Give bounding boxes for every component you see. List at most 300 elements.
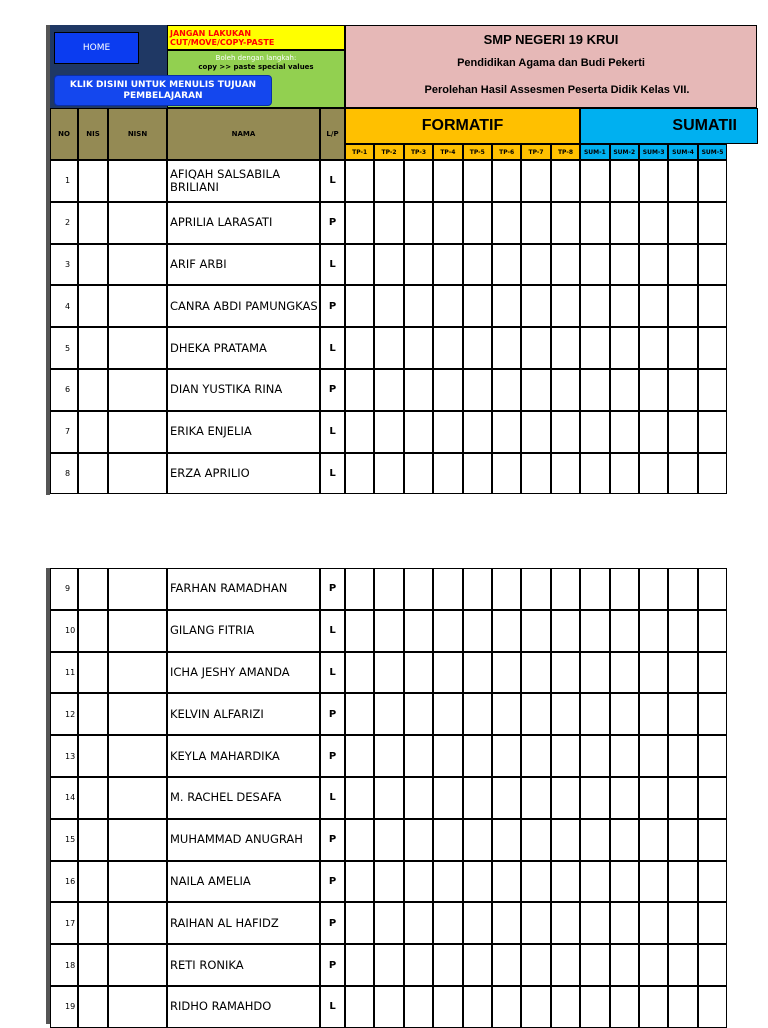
grade-cell[interactable] (404, 610, 433, 652)
grade-cell[interactable] (639, 327, 668, 369)
grade-cell[interactable] (492, 861, 521, 903)
grade-cell[interactable] (639, 285, 668, 327)
grade-cell[interactable] (551, 902, 580, 944)
grade-cell[interactable] (433, 285, 462, 327)
grade-cell[interactable] (668, 285, 697, 327)
grade-cell[interactable] (639, 986, 668, 1028)
grade-cell[interactable] (551, 861, 580, 903)
grade-cell[interactable] (433, 986, 462, 1028)
grade-cell[interactable] (698, 411, 727, 453)
grade-cell[interactable] (639, 902, 668, 944)
grade-cell[interactable] (345, 610, 374, 652)
grade-cell[interactable] (404, 902, 433, 944)
grade-cell[interactable] (551, 693, 580, 735)
grade-cell[interactable] (551, 777, 580, 819)
row-no-cell: 13 (50, 735, 78, 777)
grade-cell[interactable] (404, 777, 433, 819)
grade-cell[interactable] (610, 244, 639, 286)
grade-cell[interactable] (698, 202, 727, 244)
grade-cell[interactable] (610, 819, 639, 861)
grade-cell[interactable] (668, 202, 697, 244)
grade-cell[interactable] (610, 327, 639, 369)
grade-cell[interactable] (374, 902, 403, 944)
grade-cell[interactable] (551, 819, 580, 861)
grade-cell[interactable] (521, 777, 550, 819)
grade-cell[interactable] (580, 610, 609, 652)
grade-cell[interactable] (521, 819, 550, 861)
grade-cell[interactable] (610, 777, 639, 819)
grade-cell[interactable] (374, 369, 403, 411)
grade-cell[interactable] (610, 986, 639, 1028)
grade-cell[interactable] (668, 453, 697, 495)
grade-cell[interactable] (404, 861, 433, 903)
grade-cell[interactable] (404, 369, 433, 411)
grade-cell[interactable] (639, 453, 668, 495)
grade-cell[interactable] (551, 327, 580, 369)
nisn-cell[interactable] (108, 902, 167, 944)
grade-cell[interactable] (580, 819, 609, 861)
grade-col-header: TP-5 (463, 144, 492, 160)
grade-cell[interactable] (345, 986, 374, 1028)
grade-cell[interactable] (698, 693, 727, 735)
grade-cell[interactable] (668, 902, 697, 944)
nisn-cell[interactable] (108, 453, 167, 495)
grade-cell[interactable] (521, 369, 550, 411)
grade-cell[interactable] (580, 453, 609, 495)
grade-cell[interactable] (668, 861, 697, 903)
grade-cell[interactable] (345, 160, 374, 202)
grade-cell[interactable] (521, 735, 550, 777)
grade-cell[interactable] (345, 735, 374, 777)
grade-cell[interactable] (698, 652, 727, 694)
grade-cell[interactable] (345, 693, 374, 735)
grade-cell[interactable] (551, 610, 580, 652)
nis-cell[interactable] (78, 944, 108, 986)
grade-cell[interactable] (345, 411, 374, 453)
student-name-cell: DHEKA PRATAMA (167, 327, 320, 369)
grade-cell[interactable] (639, 693, 668, 735)
grade-cell[interactable] (463, 693, 492, 735)
grade-cell[interactable] (698, 902, 727, 944)
grade-cell[interactable] (639, 369, 668, 411)
grade-cell[interactable] (433, 160, 462, 202)
grade-cell[interactable] (610, 902, 639, 944)
grade-cell[interactable] (698, 777, 727, 819)
grade-cell[interactable] (345, 861, 374, 903)
grade-cell[interactable] (345, 777, 374, 819)
grade-cell[interactable] (492, 411, 521, 453)
grade-cell[interactable] (492, 327, 521, 369)
grade-cell[interactable] (492, 160, 521, 202)
grade-cell[interactable] (404, 327, 433, 369)
grade-cell[interactable] (521, 285, 550, 327)
grade-cell[interactable] (521, 160, 550, 202)
grade-cell[interactable] (463, 652, 492, 694)
grade-cell[interactable] (698, 244, 727, 286)
grade-cell[interactable] (639, 819, 668, 861)
grade-cell[interactable] (580, 652, 609, 694)
nisn-cell[interactable] (108, 819, 167, 861)
grade-cell[interactable] (374, 244, 403, 286)
grade-cell[interactable] (374, 327, 403, 369)
grade-cell[interactable] (610, 369, 639, 411)
grade-cell[interactable] (345, 327, 374, 369)
grade-cell[interactable] (580, 777, 609, 819)
grade-cell[interactable] (433, 861, 462, 903)
grade-cell[interactable] (404, 819, 433, 861)
grade-cell[interactable] (521, 861, 550, 903)
grade-cell[interactable] (610, 861, 639, 903)
gender-cell: P (320, 693, 345, 735)
grade-cell[interactable] (551, 411, 580, 453)
grade-cell[interactable] (433, 693, 462, 735)
grade-cell[interactable] (639, 652, 668, 694)
nis-cell[interactable] (78, 777, 108, 819)
grade-cell[interactable] (521, 327, 550, 369)
nis-cell[interactable] (78, 202, 108, 244)
nis-cell[interactable] (78, 902, 108, 944)
grade-cell[interactable] (374, 819, 403, 861)
grade-cell[interactable] (345, 244, 374, 286)
grade-cell[interactable] (610, 610, 639, 652)
grade-cell[interactable] (374, 160, 403, 202)
grade-cell[interactable] (521, 610, 550, 652)
grade-cell[interactable] (668, 652, 697, 694)
student-name-cell: RIDHO RAMAHDO (167, 986, 320, 1028)
nisn-cell[interactable] (108, 327, 167, 369)
grade-cell[interactable] (433, 202, 462, 244)
nisn-cell[interactable] (108, 285, 167, 327)
grade-cell[interactable] (374, 568, 403, 610)
grade-cell[interactable] (521, 986, 550, 1028)
nisn-cell[interactable] (108, 777, 167, 819)
grade-cell[interactable] (404, 160, 433, 202)
grade-cell[interactable] (610, 285, 639, 327)
grade-cell[interactable] (610, 160, 639, 202)
grade-cell[interactable] (639, 777, 668, 819)
nis-cell[interactable] (78, 735, 108, 777)
grade-cell[interactable] (404, 568, 433, 610)
nis-cell[interactable] (78, 610, 108, 652)
grade-cell[interactable] (433, 244, 462, 286)
grade-cell[interactable] (492, 986, 521, 1028)
grade-cell[interactable] (433, 411, 462, 453)
nis-cell[interactable] (78, 285, 108, 327)
nis-cell[interactable] (78, 819, 108, 861)
nis-cell[interactable] (78, 453, 108, 495)
grade-cell[interactable] (610, 944, 639, 986)
nisn-cell[interactable] (108, 202, 167, 244)
grade-cell[interactable] (433, 327, 462, 369)
grade-cell[interactable] (345, 652, 374, 694)
grade-cell[interactable] (698, 986, 727, 1028)
grade-cell[interactable] (521, 568, 550, 610)
grade-cell[interactable] (492, 944, 521, 986)
nis-cell[interactable] (78, 652, 108, 694)
nisn-cell[interactable] (108, 610, 167, 652)
grade-cell[interactable] (374, 861, 403, 903)
grade-cell[interactable] (580, 902, 609, 944)
grade-cell[interactable] (639, 861, 668, 903)
grade-cell[interactable] (610, 735, 639, 777)
grade-cell[interactable] (374, 986, 403, 1028)
grade-cell[interactable] (463, 861, 492, 903)
grade-cell[interactable] (698, 327, 727, 369)
grade-cell[interactable] (433, 652, 462, 694)
grade-cell[interactable] (698, 861, 727, 903)
grade-cell[interactable] (668, 160, 697, 202)
nis-cell[interactable] (78, 244, 108, 286)
grade-cell[interactable] (668, 944, 697, 986)
grade-cell[interactable] (698, 285, 727, 327)
grade-cell[interactable] (698, 944, 727, 986)
grade-cell[interactable] (345, 902, 374, 944)
grade-cell[interactable] (463, 568, 492, 610)
grade-cell[interactable] (345, 944, 374, 986)
grade-cell[interactable] (463, 986, 492, 1028)
grade-cell[interactable] (433, 568, 462, 610)
grade-cell[interactable] (463, 610, 492, 652)
grade-cell[interactable] (492, 693, 521, 735)
grade-cell[interactable] (551, 244, 580, 286)
grade-cell[interactable] (374, 202, 403, 244)
nis-cell[interactable] (78, 411, 108, 453)
grade-cell[interactable] (610, 411, 639, 453)
grade-cell[interactable] (463, 369, 492, 411)
grade-cell[interactable] (345, 202, 374, 244)
hint-line-1: Boleh dengan langkah: (215, 54, 297, 62)
grade-cell[interactable] (345, 369, 374, 411)
grade-cell[interactable] (610, 568, 639, 610)
grade-cell[interactable] (521, 693, 550, 735)
grade-col-header: SUM-2 (610, 144, 639, 160)
grade-cell[interactable] (639, 244, 668, 286)
grade-cell[interactable] (433, 944, 462, 986)
nisn-cell[interactable] (108, 244, 167, 286)
nis-cell[interactable] (78, 160, 108, 202)
grade-cell[interactable] (492, 652, 521, 694)
grade-cell[interactable] (639, 610, 668, 652)
nis-cell[interactable] (78, 861, 108, 903)
grade-cell[interactable] (374, 693, 403, 735)
grade-cell[interactable] (639, 944, 668, 986)
grade-cell[interactable] (404, 735, 433, 777)
grade-cell[interactable] (463, 735, 492, 777)
grade-cell[interactable] (433, 819, 462, 861)
grade-cell[interactable] (463, 202, 492, 244)
grade-cell[interactable] (580, 369, 609, 411)
grade-cell[interactable] (580, 160, 609, 202)
grade-cell[interactable] (698, 369, 727, 411)
grade-cell[interactable] (668, 411, 697, 453)
grade-cell[interactable] (580, 411, 609, 453)
grade-cell[interactable] (521, 902, 550, 944)
grade-cell[interactable] (639, 735, 668, 777)
grade-cell[interactable] (492, 568, 521, 610)
nisn-cell[interactable] (108, 693, 167, 735)
grade-cell[interactable] (463, 244, 492, 286)
grade-cell[interactable] (433, 735, 462, 777)
student-name-cell: ICHA JESHY AMANDA (167, 652, 320, 694)
grade-cell[interactable] (580, 568, 609, 610)
grade-cell[interactable] (668, 986, 697, 1028)
grade-cell[interactable] (521, 244, 550, 286)
grade-cell[interactable] (492, 902, 521, 944)
grade-cell[interactable] (374, 944, 403, 986)
grade-cell[interactable] (580, 693, 609, 735)
grade-cell[interactable] (345, 285, 374, 327)
grade-cell[interactable] (374, 411, 403, 453)
grade-cell[interactable] (551, 453, 580, 495)
nisn-cell[interactable] (108, 411, 167, 453)
grade-cell[interactable] (551, 568, 580, 610)
nis-cell[interactable] (78, 369, 108, 411)
grade-cell[interactable] (580, 285, 609, 327)
grade-cell[interactable] (374, 610, 403, 652)
nisn-cell[interactable] (108, 369, 167, 411)
student-name-cell: ERZA APRILIO (167, 453, 320, 495)
grade-cell[interactable] (492, 244, 521, 286)
nisn-cell[interactable] (108, 735, 167, 777)
grade-cell[interactable] (580, 986, 609, 1028)
grade-cell[interactable] (551, 202, 580, 244)
grade-cell[interactable] (610, 693, 639, 735)
grade-cell[interactable] (639, 568, 668, 610)
grade-cell[interactable] (404, 202, 433, 244)
grade-cell[interactable] (404, 244, 433, 286)
grade-cell[interactable] (433, 369, 462, 411)
grade-cell[interactable] (463, 902, 492, 944)
grade-cell[interactable] (521, 652, 550, 694)
grade-cell[interactable] (610, 652, 639, 694)
grade-cell[interactable] (580, 244, 609, 286)
grade-cell[interactable] (639, 202, 668, 244)
grade-cell[interactable] (698, 610, 727, 652)
nisn-cell[interactable] (108, 568, 167, 610)
grade-cell[interactable] (433, 610, 462, 652)
nisn-cell[interactable] (108, 861, 167, 903)
nis-cell[interactable] (78, 693, 108, 735)
grade-cell[interactable] (580, 944, 609, 986)
grade-cell[interactable] (463, 944, 492, 986)
grade-cell[interactable] (668, 327, 697, 369)
grade-cell[interactable] (580, 327, 609, 369)
grade-cell[interactable] (492, 369, 521, 411)
grade-cell[interactable] (404, 986, 433, 1028)
student-name-cell: CANRA ABDI PAMUNGKAS (167, 285, 320, 327)
grade-cell[interactable] (404, 944, 433, 986)
grade-cell[interactable] (698, 568, 727, 610)
grade-col-header: TP-6 (492, 144, 521, 160)
grade-cell[interactable] (492, 285, 521, 327)
grade-cell[interactable] (463, 160, 492, 202)
grade-cell[interactable] (433, 902, 462, 944)
grade-cell[interactable] (551, 369, 580, 411)
grade-cell[interactable] (521, 944, 550, 986)
grade-cell[interactable] (492, 453, 521, 495)
row-no-cell: 18 (50, 944, 78, 986)
grade-cell[interactable] (345, 819, 374, 861)
grade-cell[interactable] (668, 568, 697, 610)
grade-cell[interactable] (404, 652, 433, 694)
nis-cell[interactable] (78, 327, 108, 369)
grade-cell[interactable] (551, 735, 580, 777)
gender-cell: P (320, 861, 345, 903)
write-objectives-button[interactable]: KLIK DISINI UNTUK MENULIS TUJUAN PEMBELAJARAN (54, 75, 272, 106)
nis-cell[interactable] (78, 568, 108, 610)
grade-cell[interactable] (463, 777, 492, 819)
grade-cell[interactable] (698, 160, 727, 202)
grade-cell[interactable] (404, 411, 433, 453)
grade-cell[interactable] (521, 411, 550, 453)
grade-cell[interactable] (374, 285, 403, 327)
grade-cell[interactable] (668, 735, 697, 777)
grade-cell[interactable] (374, 652, 403, 694)
grade-cell[interactable] (668, 693, 697, 735)
grade-cell[interactable] (668, 369, 697, 411)
grade-cell[interactable] (521, 453, 550, 495)
grade-cell[interactable] (433, 453, 462, 495)
grade-cell[interactable] (374, 735, 403, 777)
grade-cell[interactable] (345, 568, 374, 610)
grade-cell[interactable] (492, 777, 521, 819)
grade-cell[interactable] (492, 735, 521, 777)
grade-cell[interactable] (492, 819, 521, 861)
grade-cell[interactable] (551, 986, 580, 1028)
grade-cell[interactable] (551, 944, 580, 986)
grade-cell[interactable] (463, 327, 492, 369)
grade-cell[interactable] (492, 610, 521, 652)
grade-cell[interactable] (610, 202, 639, 244)
nisn-cell[interactable] (108, 986, 167, 1028)
grade-cell[interactable] (521, 202, 550, 244)
home-button[interactable]: HOME (54, 32, 139, 64)
grade-cell[interactable] (551, 285, 580, 327)
grade-cell[interactable] (668, 244, 697, 286)
grade-cell[interactable] (639, 411, 668, 453)
grade-cell[interactable] (668, 819, 697, 861)
nisn-cell[interactable] (108, 160, 167, 202)
grade-cell[interactable] (639, 160, 668, 202)
grade-cell[interactable] (433, 777, 462, 819)
grade-cell[interactable] (698, 819, 727, 861)
nis-cell[interactable] (78, 986, 108, 1028)
grade-cell[interactable] (345, 453, 374, 495)
grade-cell[interactable] (463, 285, 492, 327)
nisn-cell[interactable] (108, 652, 167, 694)
nisn-cell[interactable] (108, 944, 167, 986)
grade-cell[interactable] (580, 735, 609, 777)
grade-cell[interactable] (463, 819, 492, 861)
grade-cell[interactable] (668, 610, 697, 652)
grade-cell[interactable] (492, 202, 521, 244)
grade-cell[interactable] (580, 861, 609, 903)
grade-cell[interactable] (463, 453, 492, 495)
grade-cell[interactable] (551, 160, 580, 202)
grade-cell[interactable] (698, 735, 727, 777)
grade-cell[interactable] (610, 453, 639, 495)
grade-cell[interactable] (463, 411, 492, 453)
grade-cell[interactable] (551, 652, 580, 694)
grade-cell[interactable] (668, 777, 697, 819)
grade-cell[interactable] (404, 693, 433, 735)
grade-cell[interactable] (404, 453, 433, 495)
grade-cell[interactable] (404, 285, 433, 327)
grade-cell[interactable] (698, 453, 727, 495)
grade-cell[interactable] (580, 202, 609, 244)
grade-cell[interactable] (374, 777, 403, 819)
grade-cell[interactable] (374, 453, 403, 495)
